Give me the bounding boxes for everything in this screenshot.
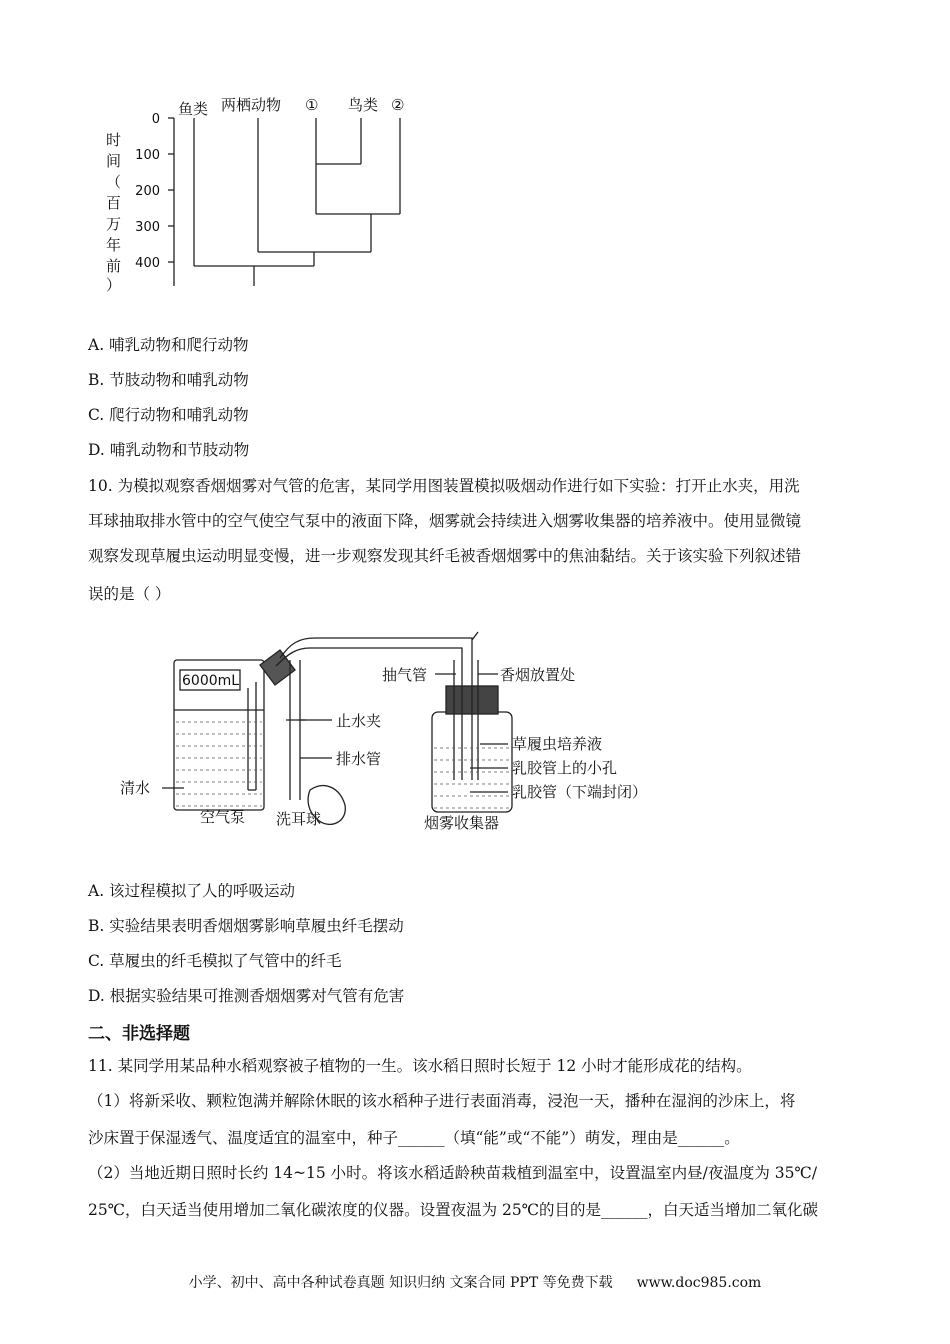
section-title: 二、非选择题: [88, 1024, 190, 1044]
q11-line-3: 沙床置于保湿透气、温度适宜的温室中，种子______（填“能”或“不能”）萌发，理由是______。: [88, 1129, 740, 1147]
taxon-fish: 鱼类: [178, 100, 209, 118]
svg-text:年: 年: [106, 236, 122, 254]
q9-option-b: B. 节肢动物和哺乳动物: [88, 371, 249, 389]
label-water: 清水: [120, 779, 151, 797]
q11-line-2: （1）将新采收、颗粒饱满并解除休眠的该水稻种子进行表面消毒，浸泡一天，播种在湿润的沙床上，将: [88, 1092, 796, 1110]
q9-option-c: C. 爬行动物和哺乳动物: [88, 406, 249, 424]
tree-lines: [168, 118, 400, 286]
q10-option-b: B. 实验结果表明香烟烟雾影响草履虫纤毛摆动: [88, 917, 404, 935]
svg-text:400: 400: [135, 256, 160, 271]
svg-text:100: 100: [135, 148, 160, 163]
svg-text:百: 百: [106, 194, 122, 212]
label-volume: 6000mL: [182, 673, 240, 689]
q10-option-d: D. 根据实验结果可推测香烟烟雾对气管有危害: [88, 987, 405, 1005]
phylogenetic-tree-diagram: [100, 88, 430, 293]
svg-text:间: 间: [106, 152, 122, 170]
q10-option-c: C. 草履虫的纤毛模拟了气管中的纤毛: [88, 952, 342, 970]
q9-option-a: A. 哺乳动物和爬行动物: [88, 336, 249, 354]
label-cigarette-place: 香烟放置处: [500, 666, 576, 684]
taxon-2: ②: [391, 96, 405, 114]
svg-text:（: （: [106, 173, 122, 191]
smoking-apparatus-diagram: [110, 630, 670, 840]
label-smoke-collector: 烟雾收集器: [424, 814, 500, 832]
q10-stem-line-3: 观察发现草履虫运动明显变慢，进一步观察发现其纤毛被香烟烟雾中的焦油黏结。关于该实验下列叙述错: [88, 547, 802, 565]
q11-line-1: 11. 某同学用某品种水稻观察被子植物的一生。该水稻日照时长短于 12 小时才能形成花的结构。: [88, 1057, 752, 1075]
footer-text: 小学、初中、高中各种试卷真题 知识归纳 文案合同 PPT 等免费下载: [188, 1275, 613, 1291]
label-air-pump: 空气泵: [200, 808, 246, 826]
axis-ticks: [135, 112, 160, 271]
taxon-bird: 鸟类: [348, 96, 379, 114]
footer-url[interactable]: www.doc985.com: [636, 1275, 762, 1291]
q11-line-4: （2）当地近期日照时长约 14~15 小时。将该水稻适龄秧苗栽植到温室中，设置温室内昼/夜温度为 35℃/: [88, 1164, 818, 1182]
q10-stem-line-4: 误的是（ ）: [88, 585, 171, 603]
taxon-amphibian: 两栖动物: [221, 96, 282, 114]
q11-line-5: 25℃，白天适当使用增加二氧化碳浓度的仪器。设置夜温为 25℃的目的是______，白天适当增加二氧化碳: [88, 1201, 819, 1219]
axis-label: [106, 131, 121, 293]
svg-text:0: 0: [151, 112, 160, 127]
q10-stem-line-1: 10. 为模拟观察香烟烟雾对气管的危害，某同学用图装置模拟吸烟动作进行如下实验：打开止水夹，用洗: [88, 477, 800, 495]
label-ear-bulb: 洗耳球: [276, 810, 322, 828]
q10-stem-line-2: 耳球抽取排水管中的空气使空气泵中的液面下降，烟雾就会持续进入烟雾收集器的培养液中。使用显微镜: [88, 512, 802, 530]
label-clamp: 止水夹: [336, 712, 382, 730]
svg-text:300: 300: [135, 220, 160, 235]
q10-option-a: A. 该过程模拟了人的呼吸运动: [88, 882, 296, 900]
label-paramecium-culture: 草履虫培养液: [512, 735, 603, 753]
page-footer: [0, 1272, 950, 1292]
label-drain-tube: 排水管: [336, 750, 382, 768]
label-exhaust-tube: 抽气管: [382, 666, 428, 684]
label-small-hole: 乳胶管上的小孔: [512, 759, 618, 777]
svg-text:前: 前: [106, 257, 122, 275]
q9-option-d: D. 哺乳动物和节肢动物: [88, 441, 250, 459]
taxon-1: ①: [305, 96, 319, 114]
svg-text:200: 200: [135, 184, 160, 199]
svg-text:万: 万: [106, 215, 122, 233]
svg-text:）: ）: [106, 276, 122, 293]
svg-text:时: 时: [106, 131, 122, 149]
label-latex-tube: 乳胶管（下端封闭）: [512, 783, 648, 801]
